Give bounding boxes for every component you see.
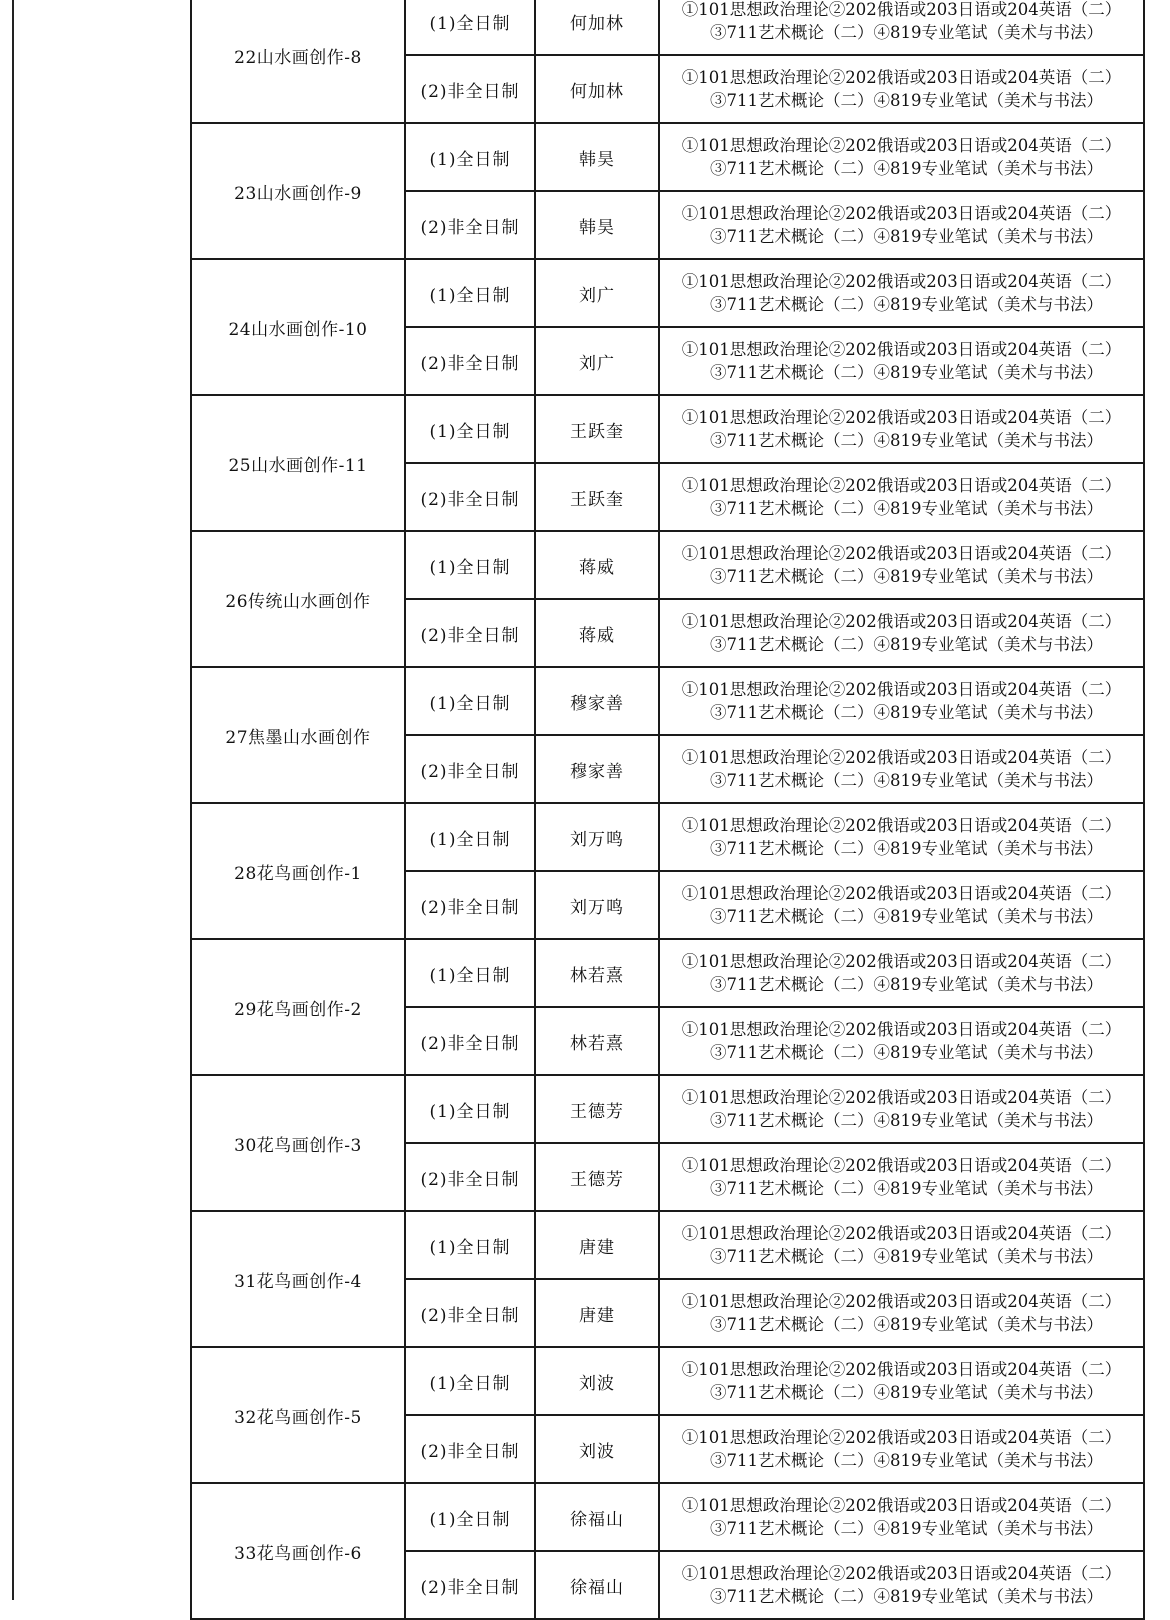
research-direction-cell [191,1075,405,1211]
tutor-name: 刘万鸣 [570,897,624,918]
table-row [191,1075,1144,1143]
exam-subjects-line-2: ③711艺术概论（二）④819专业笔试（美术与书法） [710,635,1103,654]
research-direction: 22山水画创作-8 [234,47,362,68]
tutor-name: 王跃奎 [570,489,624,510]
exam-subjects-line-1: ①101思想政治理论②202俄语或203日语或204英语（二） [681,680,1122,699]
study-mode: (1)全日制 [429,1101,511,1122]
study-mode-cell [405,55,535,123]
exam-subjects-cell [659,531,1144,599]
study-mode-cell [405,1279,535,1347]
study-mode: (2)非全日制 [420,1305,520,1326]
study-mode: (1)全日制 [429,149,511,170]
study-mode: (1)全日制 [429,693,511,714]
exam-subjects-cell [659,599,1144,667]
study-mode-cell [405,1143,535,1211]
tutor-cell [535,1347,659,1415]
research-direction: 26传统山水画创作 [225,591,371,612]
study-mode-cell [405,667,535,735]
exam-subjects-line-2: ③711艺术概论（二）④819专业笔试（美术与书法） [710,23,1103,42]
exam-subjects-line-1: ①101思想政治理论②202俄语或203日语或204英语（二） [681,0,1122,19]
tutor-cell [535,55,659,123]
exam-subjects-line-2: ③711艺术概论（二）④819专业笔试（美术与书法） [710,703,1103,722]
exam-subjects-line-1: ①101思想政治理论②202俄语或203日语或204英语（二） [681,408,1122,427]
table-row [191,1347,1144,1415]
exam-subjects-line-1: ①101思想政治理论②202俄语或203日语或204英语（二） [681,1292,1122,1311]
tutor-name: 刘广 [579,285,615,306]
exam-subjects-line-2: ③711艺术概论（二）④819专业笔试（美术与书法） [710,1315,1103,1334]
exam-subjects-line-1: ①101思想政治理论②202俄语或203日语或204英语（二） [681,612,1122,631]
exam-subjects-cell [659,0,1144,55]
tutor-name: 刘广 [579,353,615,374]
table-row [191,803,1144,871]
research-direction: 25山水画创作-11 [228,455,368,476]
table-row [191,395,1144,463]
study-mode-cell [405,1415,535,1483]
exam-subjects-cell [659,803,1144,871]
tutor-name: 王跃奎 [570,421,624,442]
study-mode-cell [405,531,535,599]
exam-subjects-line-1: ①101思想政治理论②202俄语或203日语或204英语（二） [681,1020,1122,1039]
tutor-cell [535,0,659,55]
study-mode-cell [405,123,535,191]
exam-subjects-line-1: ①101思想政治理论②202俄语或203日语或204英语（二） [681,68,1122,87]
tutor-name: 韩昊 [579,217,615,238]
tutor-cell [535,191,659,259]
study-mode-cell [405,1347,535,1415]
table-row [191,0,1144,55]
study-mode-cell [405,1211,535,1279]
exam-subjects-cell [659,667,1144,735]
tutor-cell [535,735,659,803]
study-mode: (2)非全日制 [420,1441,520,1462]
table-row [191,1483,1144,1551]
exam-subjects-line-2: ③711艺术概论（二）④819专业笔试（美术与书法） [710,975,1103,994]
tutor-name: 刘万鸣 [570,829,624,850]
tutor-name: 唐建 [579,1305,615,1326]
exam-subjects-cell [659,1143,1144,1211]
exam-subjects-line-2: ③711艺术概论（二）④819专业笔试（美术与书法） [710,1247,1103,1266]
program-table-body [191,0,1144,1619]
study-mode: (2)非全日制 [420,353,520,374]
research-direction-cell [191,1483,405,1619]
study-mode: (2)非全日制 [420,217,520,238]
exam-subjects-line-2: ③711艺术概论（二）④819专业笔试（美术与书法） [710,907,1103,926]
exam-subjects-cell [659,735,1144,803]
exam-subjects-cell [659,191,1144,259]
research-direction-cell [191,259,405,395]
exam-subjects-cell [659,327,1144,395]
exam-subjects-cell [659,1211,1144,1279]
study-mode: (2)非全日制 [420,761,520,782]
study-mode-cell [405,1551,535,1619]
tutor-cell [535,327,659,395]
exam-subjects-line-2: ③711艺术概论（二）④819专业笔试（美术与书法） [710,363,1103,382]
table-row [191,531,1144,599]
tutor-name: 徐福山 [570,1577,624,1598]
exam-subjects-line-2: ③711艺术概论（二）④819专业笔试（美术与书法） [710,499,1103,518]
study-mode: (1)全日制 [429,285,511,306]
tutor-cell [535,1211,659,1279]
exam-subjects-line-2: ③711艺术概论（二）④819专业笔试（美术与书法） [710,1111,1103,1130]
exam-subjects-cell [659,55,1144,123]
exam-subjects-cell [659,871,1144,939]
study-mode-cell [405,803,535,871]
research-direction-cell [191,1347,405,1483]
research-direction: 32花鸟画创作-5 [234,1407,362,1428]
tutor-cell [535,463,659,531]
tutor-cell [535,1279,659,1347]
tutor-cell [535,123,659,191]
tutor-name: 林若熹 [570,1033,624,1054]
exam-subjects-line-1: ①101思想政治理论②202俄语或203日语或204英语（二） [681,1428,1122,1447]
study-mode: (2)非全日制 [420,1169,520,1190]
exam-subjects-cell [659,123,1144,191]
study-mode: (1)全日制 [429,1509,511,1530]
tutor-name: 王德芳 [570,1169,624,1190]
exam-subjects-line-1: ①101思想政治理论②202俄语或203日语或204英语（二） [681,1496,1122,1515]
study-mode-cell [405,871,535,939]
tutor-cell [535,1415,659,1483]
table-row [191,259,1144,327]
exam-subjects-line-2: ③711艺术概论（二）④819专业笔试（美术与书法） [710,227,1103,246]
exam-subjects-cell [659,259,1144,327]
exam-subjects-cell [659,1075,1144,1143]
study-mode: (1)全日制 [429,1237,511,1258]
tutor-name: 何加林 [570,13,624,34]
exam-subjects-cell [659,463,1144,531]
exam-subjects-line-1: ①101思想政治理论②202俄语或203日语或204英语（二） [681,136,1122,155]
tutor-name: 何加林 [570,81,624,102]
exam-subjects-line-1: ①101思想政治理论②202俄语或203日语或204英语（二） [681,476,1122,495]
tutor-name: 刘波 [579,1441,615,1462]
research-direction: 31花鸟画创作-4 [234,1271,362,1292]
tutor-cell [535,599,659,667]
table-row [191,1211,1144,1279]
program-table-container [190,0,1143,1620]
tutor-name: 唐建 [579,1237,615,1258]
tutor-cell [535,1007,659,1075]
tutor-cell [535,531,659,599]
tutor-name: 穆家善 [570,693,624,714]
exam-subjects-line-1: ①101思想政治理论②202俄语或203日语或204英语（二） [681,816,1122,835]
study-mode-cell [405,939,535,1007]
tutor-name: 穆家善 [570,761,624,782]
tutor-name: 蒋威 [579,557,615,578]
tutor-name: 刘波 [579,1373,615,1394]
study-mode-cell [405,735,535,803]
exam-subjects-line-1: ①101思想政治理论②202俄语或203日语或204英语（二） [681,1156,1122,1175]
tutor-name: 林若熹 [570,965,624,986]
tutor-cell [535,1143,659,1211]
tutor-name: 蒋威 [579,625,615,646]
study-mode-cell [405,1483,535,1551]
table-row [191,939,1144,1007]
study-mode-cell [405,259,535,327]
exam-subjects-line-2: ③711艺术概论（二）④819专业笔试（美术与书法） [710,431,1103,450]
exam-subjects-line-2: ③711艺术概论（二）④819专业笔试（美术与书法） [710,1179,1103,1198]
exam-subjects-line-1: ①101思想政治理论②202俄语或203日语或204英语（二） [681,1224,1122,1243]
study-mode: (1)全日制 [429,965,511,986]
study-mode: (2)非全日制 [420,81,520,102]
exam-subjects-cell [659,939,1144,1007]
tutor-name: 韩昊 [579,149,615,170]
research-direction-cell [191,531,405,667]
exam-subjects-cell [659,1347,1144,1415]
tutor-cell [535,803,659,871]
study-mode: (1)全日制 [429,829,511,850]
tutor-cell [535,1483,659,1551]
research-direction-cell [191,939,405,1075]
research-direction-cell [191,1211,405,1347]
tutor-cell [535,871,659,939]
exam-subjects-line-2: ③711艺术概论（二）④819专业笔试（美术与书法） [710,567,1103,586]
exam-subjects-line-2: ③711艺术概论（二）④819专业笔试（美术与书法） [710,839,1103,858]
research-direction: 28花鸟画创作-1 [234,863,362,884]
tutor-cell [535,1075,659,1143]
exam-subjects-line-1: ①101思想政治理论②202俄语或203日语或204英语（二） [681,1360,1122,1379]
exam-subjects-cell [659,1279,1144,1347]
study-mode: (2)非全日制 [420,1033,520,1054]
exam-subjects-line-2: ③711艺术概论（二）④819专业笔试（美术与书法） [710,1451,1103,1470]
exam-subjects-line-2: ③711艺术概论（二）④819专业笔试（美术与书法） [710,771,1103,790]
exam-subjects-cell [659,395,1144,463]
exam-subjects-line-2: ③711艺术概论（二）④819专业笔试（美术与书法） [710,159,1103,178]
study-mode-cell [405,191,535,259]
exam-subjects-cell [659,1415,1144,1483]
exam-subjects-cell [659,1007,1144,1075]
exam-subjects-line-1: ①101思想政治理论②202俄语或203日语或204英语（二） [681,272,1122,291]
research-direction-cell [191,395,405,531]
tutor-name: 徐福山 [570,1509,624,1530]
tutor-cell [535,1551,659,1619]
tutor-cell [535,667,659,735]
study-mode-cell [405,395,535,463]
exam-subjects-line-2: ③711艺术概论（二）④819专业笔试（美术与书法） [710,1383,1103,1402]
research-direction-cell [191,803,405,939]
program-table [190,0,1145,1620]
exam-subjects-line-2: ③711艺术概论（二）④819专业笔试（美术与书法） [710,1043,1103,1062]
exam-subjects-line-1: ①101思想政治理论②202俄语或203日语或204英语（二） [681,544,1122,563]
study-mode: (1)全日制 [429,557,511,578]
left-margin-rule [12,0,14,1600]
study-mode: (2)非全日制 [420,897,520,918]
exam-subjects-cell [659,1483,1144,1551]
research-direction-cell [191,0,405,123]
exam-subjects-line-1: ①101思想政治理论②202俄语或203日语或204英语（二） [681,1564,1122,1583]
study-mode-cell [405,327,535,395]
tutor-name: 王德芳 [570,1101,624,1122]
research-direction: 30花鸟画创作-3 [234,1135,362,1156]
study-mode: (1)全日制 [429,1373,511,1394]
tutor-cell [535,259,659,327]
exam-subjects-line-1: ①101思想政治理论②202俄语或203日语或204英语（二） [681,952,1122,971]
exam-subjects-cell [659,1551,1144,1619]
research-direction-cell [191,667,405,803]
study-mode: (2)非全日制 [420,625,520,646]
study-mode-cell [405,1075,535,1143]
study-mode: (1)全日制 [429,13,511,34]
exam-subjects-line-2: ③711艺术概论（二）④819专业笔试（美术与书法） [710,1587,1103,1606]
exam-subjects-line-1: ①101思想政治理论②202俄语或203日语或204英语（二） [681,748,1122,767]
study-mode: (2)非全日制 [420,1577,520,1598]
research-direction-cell [191,123,405,259]
tutor-cell [535,395,659,463]
study-mode: (1)全日制 [429,421,511,442]
study-mode-cell [405,0,535,55]
research-direction: 29花鸟画创作-2 [234,999,362,1020]
exam-subjects-line-2: ③711艺术概论（二）④819专业笔试（美术与书法） [710,295,1103,314]
exam-subjects-line-1: ①101思想政治理论②202俄语或203日语或204英语（二） [681,340,1122,359]
tutor-cell [535,939,659,1007]
study-mode-cell [405,463,535,531]
study-mode: (2)非全日制 [420,489,520,510]
study-mode-cell [405,1007,535,1075]
exam-subjects-line-2: ③711艺术概论（二）④819专业笔试（美术与书法） [710,91,1103,110]
research-direction: 33花鸟画创作-6 [234,1543,362,1564]
exam-subjects-line-1: ①101思想政治理论②202俄语或203日语或204英语（二） [681,204,1122,223]
table-row [191,123,1144,191]
study-mode-cell [405,599,535,667]
research-direction: 27焦墨山水画创作 [225,727,371,748]
exam-subjects-line-1: ①101思想政治理论②202俄语或203日语或204英语（二） [681,884,1122,903]
exam-subjects-line-1: ①101思想政治理论②202俄语或203日语或204英语（二） [681,1088,1122,1107]
table-row [191,667,1144,735]
research-direction: 23山水画创作-9 [234,183,362,204]
exam-subjects-line-2: ③711艺术概论（二）④819专业笔试（美术与书法） [710,1519,1103,1538]
research-direction: 24山水画创作-10 [228,319,368,340]
